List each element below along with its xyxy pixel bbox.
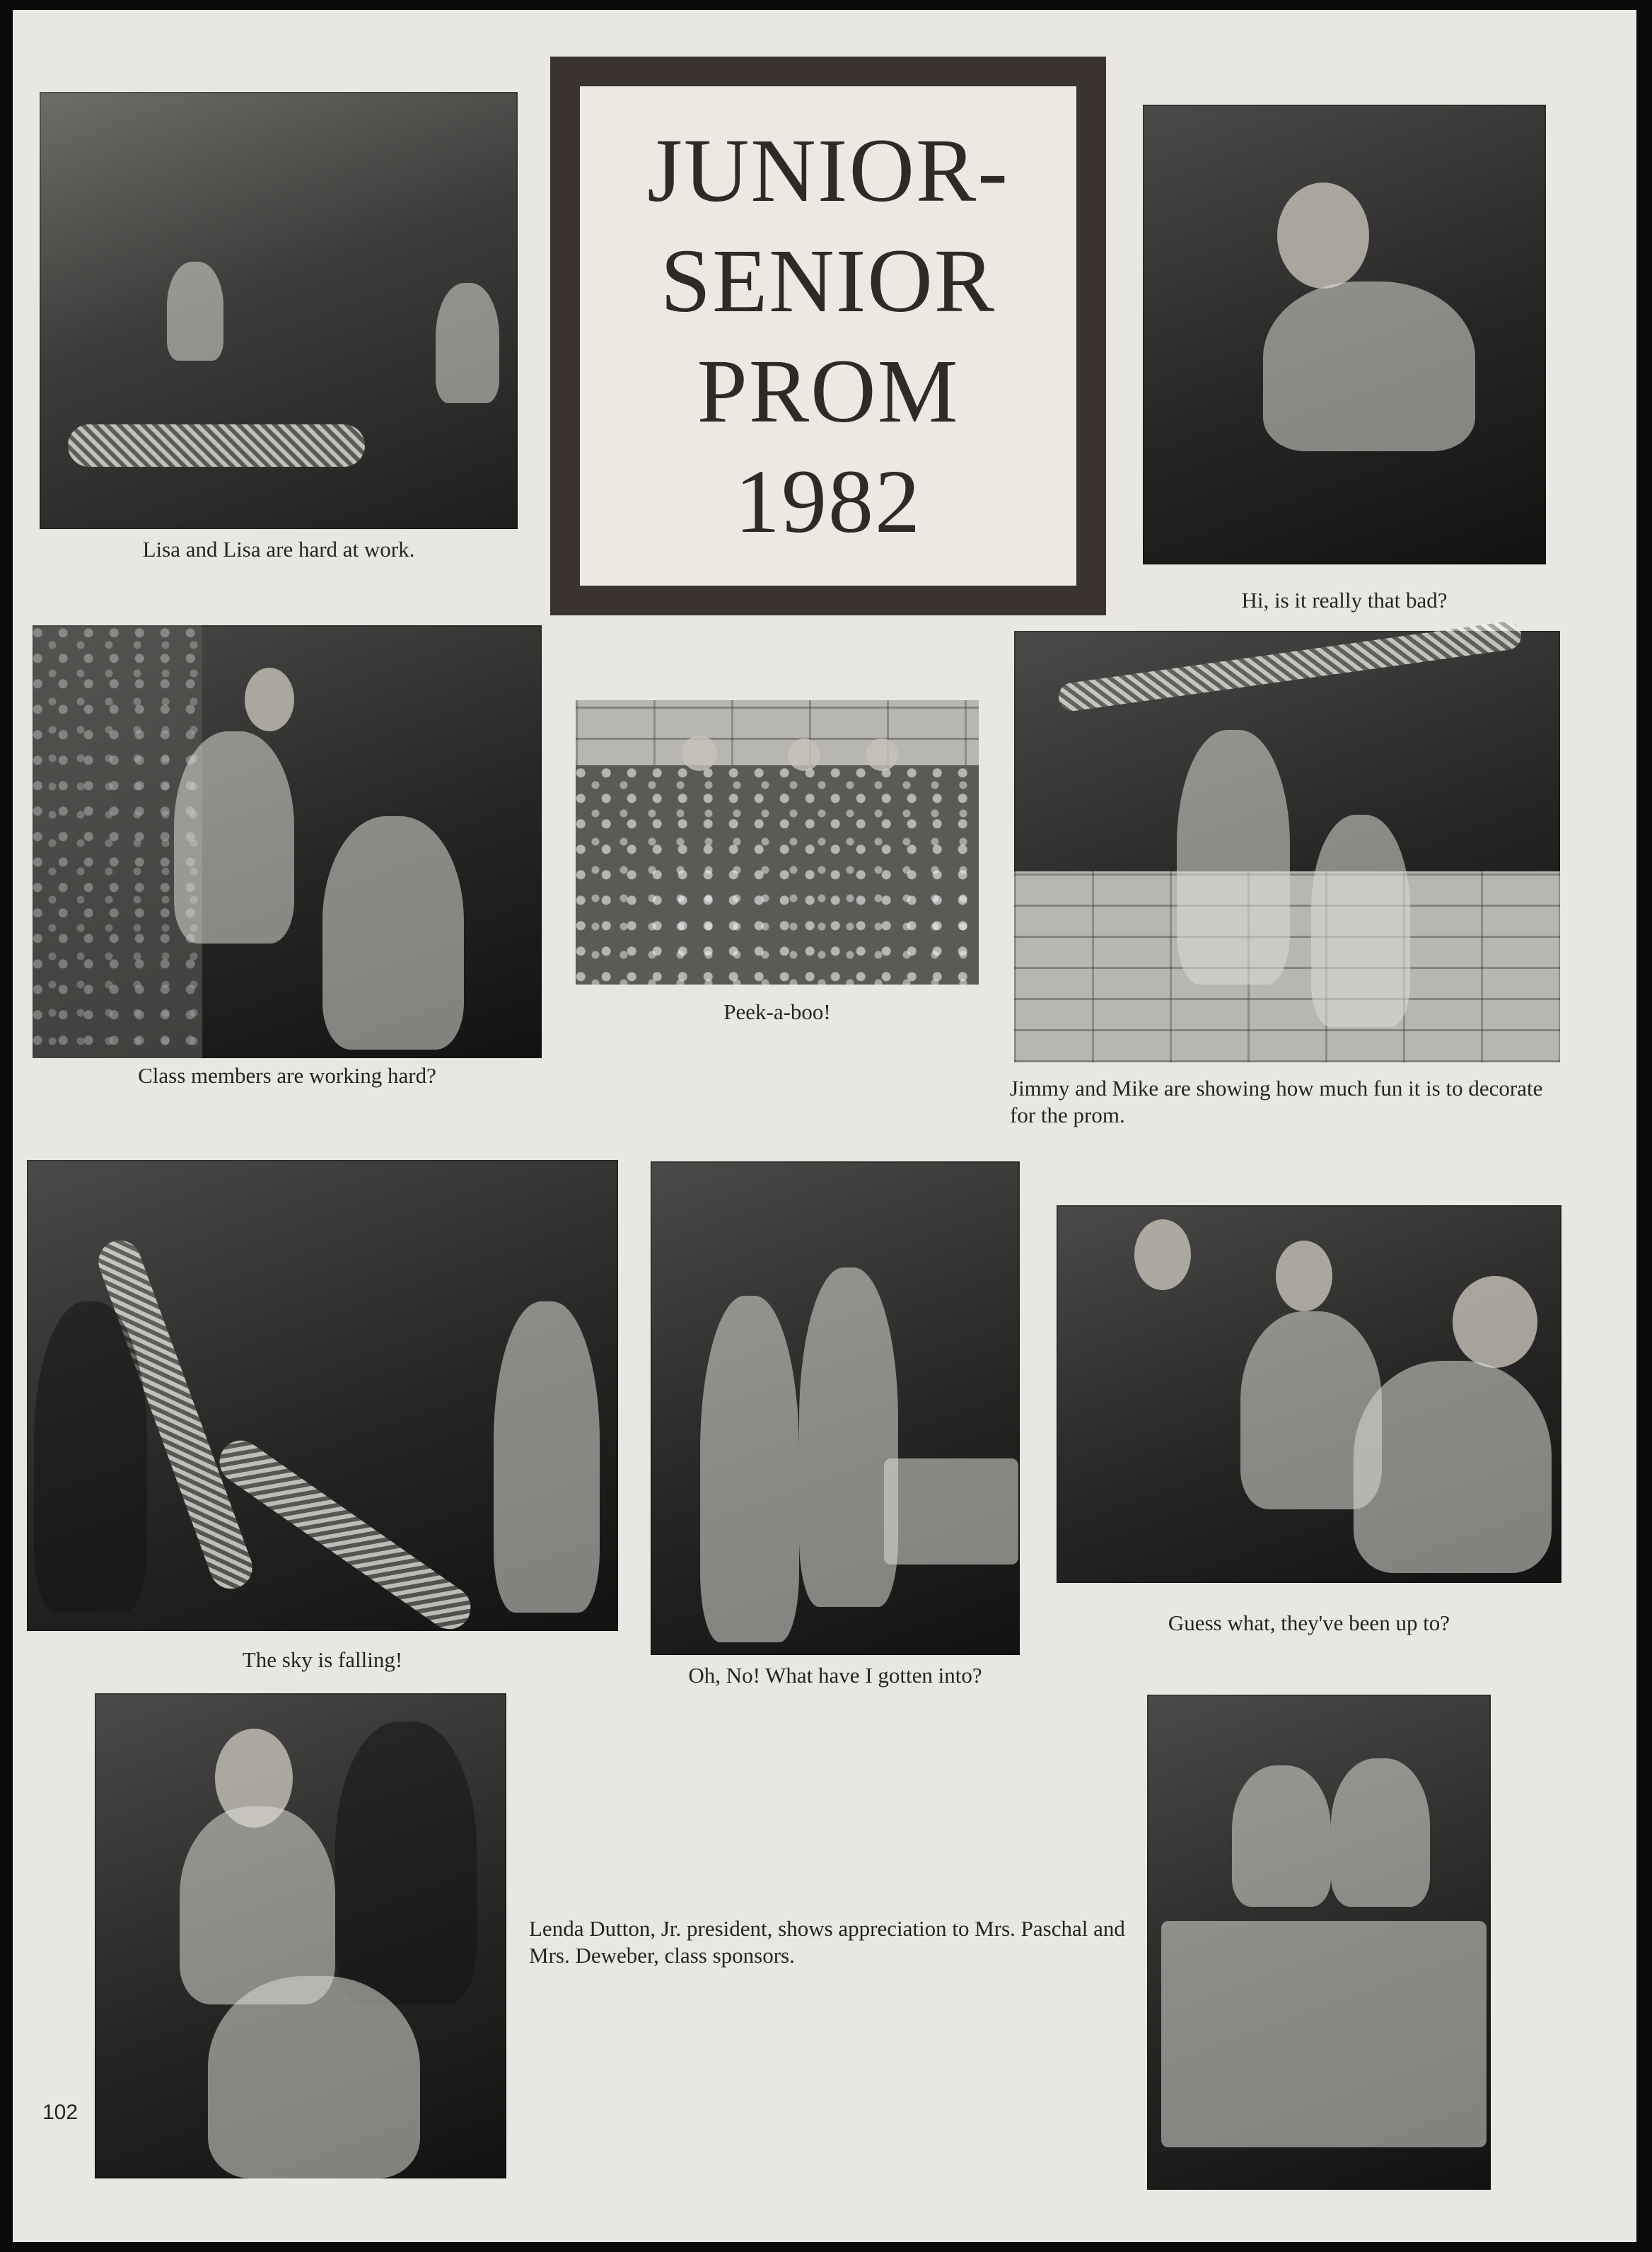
- caption-guess-what: Guess what, they've been up to?: [1168, 1610, 1450, 1635]
- title-line-2: SENIOR: [660, 231, 996, 331]
- prom-title-box: [550, 57, 1106, 615]
- caption-girl-ladder: Hi, is it really that bad?: [1241, 588, 1448, 613]
- caption-oh-no: Oh, No! What have I gotten into?: [688, 1663, 982, 1688]
- caption-sky-is-falling: The sky is falling!: [242, 1647, 403, 1672]
- caption-class-members: Class members are working hard?: [138, 1063, 436, 1088]
- caption-lenda-dutton: Lenda Dutton, Jr. president, shows appreciation to Mrs. Paschal and Mrs. Deweber, class sponsors.: [529, 1916, 1125, 1968]
- photo-sky-is-falling: [27, 1160, 618, 1631]
- photo-class-members: [33, 625, 542, 1058]
- prom-title-inner: [580, 86, 1076, 586]
- photo-sponsors-table: [1147, 1695, 1491, 2190]
- page-number: 102: [42, 2101, 78, 2124]
- title-line-1: JUNIOR-: [647, 120, 1009, 221]
- title-line-3: PROM: [697, 341, 960, 441]
- photo-guess-what: [1057, 1205, 1561, 1583]
- yearbook-page: [13, 10, 1636, 2242]
- caption-lisa-and-lisa: Lisa and Lisa are hard at work.: [142, 537, 415, 562]
- photo-oh-no: [651, 1161, 1020, 1655]
- photo-lisa-and-lisa: [40, 92, 518, 529]
- title-line-4: 1982: [735, 451, 921, 552]
- caption-peek-a-boo: Peek-a-boo!: [723, 999, 831, 1024]
- photo-jimmy-and-mike: [1014, 631, 1560, 1062]
- photo-girl-ladder: [1143, 105, 1546, 564]
- photo-lenda-dutton: [95, 1693, 506, 2178]
- caption-jimmy-and-mike: Jimmy and Mike are showing how much fun it is to decorate for the prom.: [1010, 1076, 1543, 1127]
- photo-peek-a-boo: [576, 700, 979, 985]
